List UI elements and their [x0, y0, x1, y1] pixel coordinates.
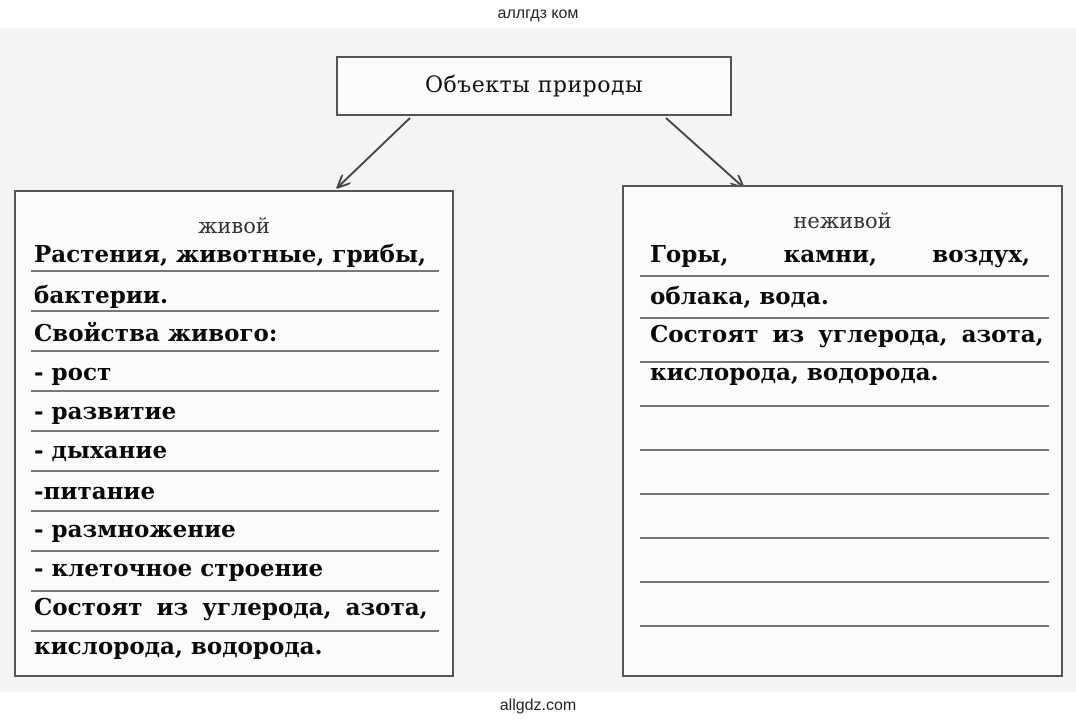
- living-box: [14, 190, 454, 677]
- ruled-line: [31, 270, 439, 272]
- arrow-to-living: [338, 118, 410, 187]
- nonliving-box-title: неживой: [793, 209, 892, 233]
- arrow-to-nonliving: [666, 118, 743, 187]
- ruled-line: [31, 510, 439, 512]
- living-answer-line: кислорода, водорода.: [34, 633, 323, 660]
- ruled-line: [31, 470, 439, 472]
- nonliving-answer-line: Состоят из углерода, азота,: [650, 321, 1044, 348]
- living-answer-line: - размножение: [34, 516, 236, 543]
- ruled-line: [31, 550, 439, 552]
- living-answer-line: Свойства живого:: [34, 320, 278, 347]
- watermark-bottom: allgdz.com: [0, 692, 1076, 725]
- nonliving-answer-line: кислорода, водорода.: [650, 359, 939, 386]
- living-answer-line: бактерии.: [34, 282, 168, 309]
- ruled-line: [640, 625, 1049, 627]
- root-node-title: Объекты природы: [424, 73, 643, 98]
- root-node-box: [336, 56, 732, 116]
- ruled-line: [640, 449, 1049, 451]
- ruled-line: [640, 493, 1049, 495]
- ruled-line: [31, 590, 439, 592]
- nonliving-answer-line-1: [650, 241, 1030, 268]
- living-box-title: живой: [198, 214, 270, 238]
- ruled-line: [31, 350, 439, 352]
- ruled-line: [640, 317, 1049, 319]
- watermark-top: аллгдз ком: [0, 0, 1076, 28]
- nonliving-word: камни,: [783, 241, 877, 268]
- living-answer-line: -питание: [34, 478, 156, 505]
- living-answer-line: Растения, животные, грибы,: [34, 241, 427, 268]
- living-answer-line: - развитие: [34, 398, 177, 425]
- ruled-line: [640, 581, 1049, 583]
- ruled-line: [31, 630, 439, 632]
- nonliving-box: [622, 185, 1063, 677]
- ruled-line: [31, 390, 439, 392]
- ruled-line: [31, 310, 439, 312]
- ruled-line: [31, 430, 439, 432]
- nonliving-word: Горы,: [650, 241, 729, 268]
- nonliving-word: воздух,: [932, 241, 1030, 268]
- nonliving-answer-line: облака, вода.: [650, 283, 829, 310]
- living-answer-line: - клеточное строение: [34, 555, 324, 582]
- ruled-line: [640, 405, 1049, 407]
- living-answer-line: - рост: [34, 359, 112, 386]
- living-answer-line: - дыхание: [34, 437, 168, 464]
- living-answer-line: Состоят из углерода, азота,: [34, 594, 428, 621]
- ruled-line: [640, 537, 1049, 539]
- ruled-line: [640, 275, 1049, 277]
